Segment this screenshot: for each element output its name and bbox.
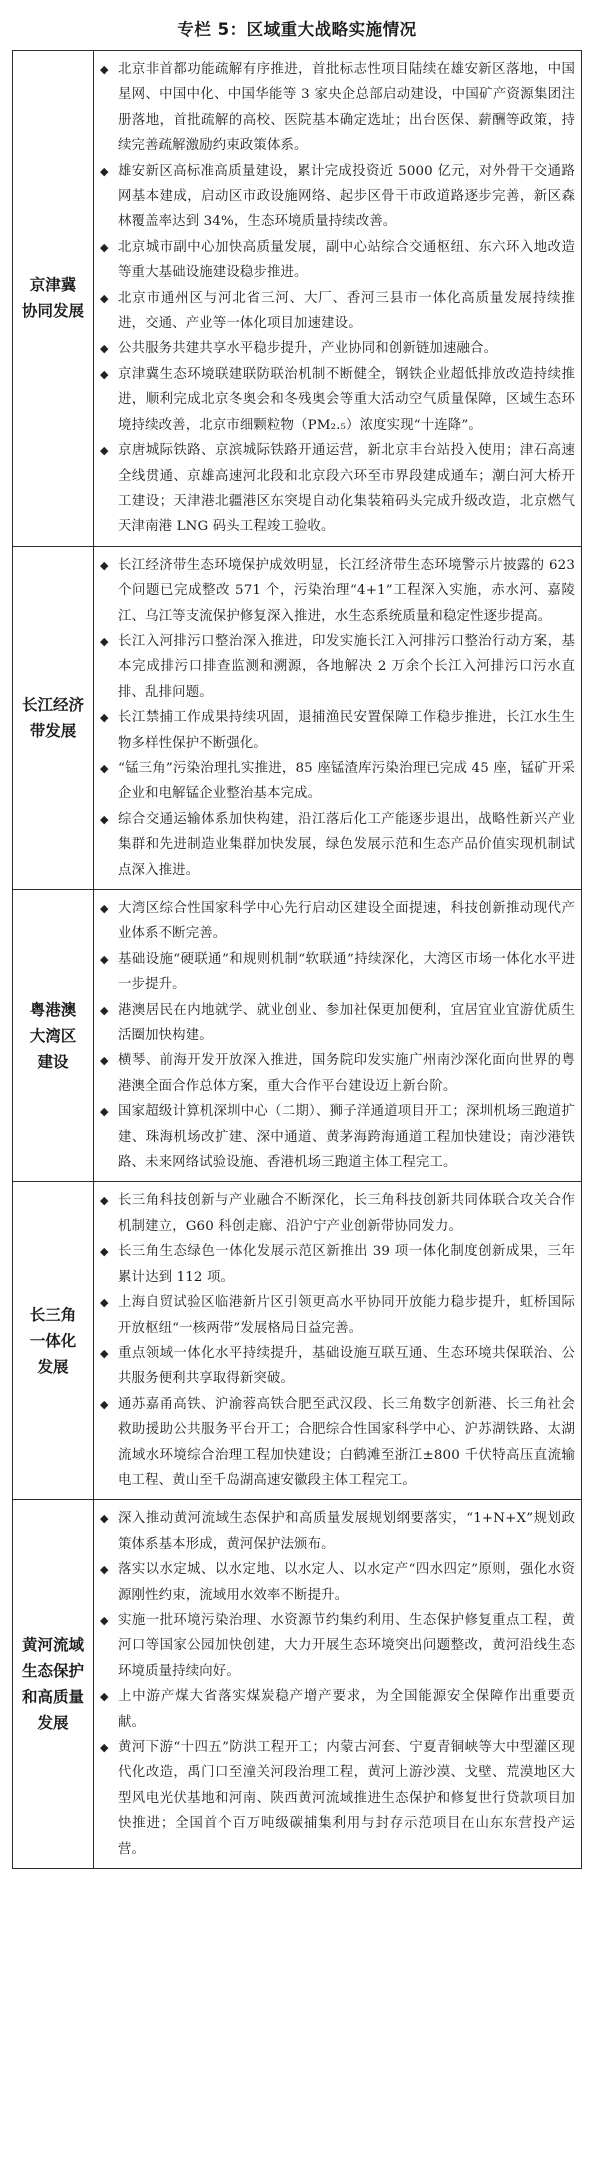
list-item-text: 大湾区综合性国家科学中心先行启动区建设全面提速，科技创新推动现代产业体系不断完善。 <box>118 901 575 942</box>
list-item-text: 实施一批环境污染治理、水资源节约集约利用、生态保护修复重点工程，黄河口等国家公园加快创建，大力开展生态环境突出问题整改，黄河沿线生态环境质量持续向好。 <box>118 1612 575 1679</box>
list-item <box>100 438 575 540</box>
list-item-text: 国家超级计算机深圳中心（二期）、狮子洋通道项目开工；深圳机场三跑道扩建、珠海机场改扩建、深中通道、黄茅海跨海通道工程加快建设；南沙港铁路、未来网络试验设施、香港机场三跑道主体工程完工。 <box>118 1104 575 1171</box>
list-item-text: 北京市通州区与河北省三河、大厂、香河三县市一体化高质量发展持续推进，交通、产业等一体化项目加速建设。 <box>118 290 575 332</box>
list-item-text: 长三角生态绿色一体化发展示范区新推出 39 项一体化制度创新成果，三年累计达到 112 项。 <box>118 1244 575 1285</box>
list-item <box>100 286 575 337</box>
list-item-text: 长三角科技创新与产业融合不断深化，长三角科技创新共同体联合攻关合作机制建立，G60 科创走廊、沿沪宁产业创新带协同发力。 <box>118 1193 575 1234</box>
list-item-text: 重点领域一体化水平持续提升，基础设施互联互通、生态环境共保联治、公共服务便利共享取得新突破。 <box>118 1345 575 1387</box>
list-item <box>100 1341 575 1392</box>
list-item <box>100 705 575 756</box>
list-item <box>100 1557 575 1608</box>
region-name-line: 发展 <box>37 1714 69 1733</box>
region-name-line: 建设 <box>37 1052 69 1071</box>
region-name <box>13 890 94 1182</box>
region-name-line: 生态保护 <box>21 1662 84 1681</box>
bullet-icon: ◆ <box>100 444 109 458</box>
list-item-text: 黄河下游“十四五”防洪工程开工；内蒙古河套、宁夏青铜峡等大中型灌区现代化改造，禹门口至潼关河段治理工程，黄河上游沙漠、戈壁、荒漠地区大型风电光伏基地和河南、陕西黄河流域推进生态保护和修复世行贷款项目加快推进；全国首个百万吨级碳捕集利用与封存示范项目在山东东营投产运营。 <box>118 1740 575 1857</box>
bullet-icon: ◆ <box>100 558 109 572</box>
list-item-text: 落实以水定城、以水定地、以水定人、以水定产“四水四定”原则，强化水资源刚性约束，流域用水效率不断提升。 <box>118 1562 575 1603</box>
region-name <box>13 1500 94 1869</box>
region-name-line: 京津冀 <box>29 276 77 295</box>
list-item <box>100 1239 575 1290</box>
list-item <box>100 57 575 159</box>
list-item <box>100 1506 575 1557</box>
list-item-text: 长江入河排污口整治深入推进，印发实施长江入河排污口整治行动方案，基本完成排污口排查监测和溯源，各地解决 2 万余个长江入河排污口污水直排、乱排问题。 <box>118 633 575 700</box>
bullet-icon: ◆ <box>100 1296 109 1310</box>
bullet-icon: ◆ <box>100 63 109 76</box>
bullet-icon: ◆ <box>100 367 109 381</box>
list-item <box>100 159 575 235</box>
bullet-icon: ◆ <box>100 1003 109 1017</box>
bullet-icon: ◆ <box>100 291 109 305</box>
region-row-jingjinji <box>13 51 582 547</box>
list-item <box>100 1290 575 1341</box>
bullet-icon: ◆ <box>100 952 109 966</box>
list-item-text: 上中游产煤大省落实煤炭稳产增产要求，为全国能源安全保障作出重要贡献。 <box>118 1689 575 1730</box>
bullet-icon: ◆ <box>100 902 109 915</box>
list-item-text: 长江禁捕工作成果持续巩固，退捕渔民安置保障工作稳步推进，长江水生生物多样性保护不断强化。 <box>118 710 575 751</box>
bullet-icon: ◆ <box>100 1512 109 1526</box>
region-name-line: 黄河流域 <box>21 1636 84 1655</box>
list-item <box>100 998 575 1049</box>
region-name <box>13 546 94 889</box>
list-item-text: 深入推动黄河流域生态保护和高质量发展规划纲要落实，“1+N+X”规划政策体系基本形成，黄河保护法颁布。 <box>118 1511 575 1552</box>
region-name <box>13 1182 94 1500</box>
list-item <box>100 807 575 883</box>
list-item <box>100 362 575 438</box>
bullet-icon: ◆ <box>100 1346 109 1360</box>
list-item <box>100 896 575 947</box>
region-name <box>13 51 94 547</box>
list-item <box>100 1392 575 1494</box>
bullet-icon: ◆ <box>100 342 109 356</box>
region-row-yellow-river <box>13 1500 582 1869</box>
list-item <box>100 1099 575 1175</box>
achievement-list <box>94 546 582 889</box>
list-item-text: 横琴、前海开发开放深入推进，国务院印发实施广州南沙深化面向世界的粤港澳全面合作总体方案，重大合作平台建设迈上新台阶。 <box>118 1053 575 1094</box>
column-title: 专栏 5：区域重大战略实施情况 <box>177 20 417 39</box>
list-item <box>100 235 575 286</box>
list-item <box>100 1735 575 1862</box>
list-item-text: 北京非首都功能疏解有序推进，首批标志性项目陆续在雄安新区落地，中国星网、中国中化、中国华能等 3 家央企总部启动建设，中国矿产资源集团注册落地，首批疏解的高校、医院基本确定选址；出台医保、薪酬等政策，持续完善疏解激励约束政策体系。 <box>118 62 575 154</box>
bullet-icon: ◆ <box>100 1563 109 1577</box>
region-name-line: 和高质量 <box>21 1688 84 1707</box>
list-item-text: 综合交通运输体系加快构建，沿江落后化工产能逐步退出，战略性新兴产业集群和先进制造业集群加快发展，绿色发展示范和生态产品价值实现机制试点深入推进。 <box>118 811 575 878</box>
region-row-yangtze <box>13 546 582 889</box>
list-item-text: 雄安新区高标准高质量建设，累计完成投资近 5000 亿元，对外骨干交通路网基本建成，启动区市政设施网络、起步区骨干市政道路逐步完善，新区森林覆盖率达到 34%，生态环境质量持续改善。 <box>118 163 575 230</box>
bullet-icon: ◆ <box>100 1054 109 1068</box>
bullet-icon: ◆ <box>100 634 109 648</box>
bullet-icon: ◆ <box>100 1397 109 1411</box>
list-item-text: 通苏嘉甬高铁、沪渝蓉高铁合肥至武汉段、长三角数字创新港、长三角社会救助援助公共服务平台开工；合肥综合性国家科学中心、沪苏湖铁路、太湖流域水环境综合治理工程加快建设；白鹤滩至浙江±800 千伏特高压直流输电工程、黄山至千岛湖高速安徽段主体工程完工。 <box>118 1396 575 1488</box>
strategy-table <box>12 50 582 1869</box>
bullet-icon: ◆ <box>100 812 109 826</box>
region-name-line: 一体化 <box>29 1331 77 1350</box>
region-row-greater-bay <box>13 890 582 1182</box>
list-item <box>100 1048 575 1099</box>
list-item-text: 港澳居民在内地就学、就业创业、参加社保更加便利，宜居宜业宜游优质生活圈加快构建。 <box>118 1002 575 1044</box>
list-item-text: 公共服务共建共享水平稳步提升，产业协同和创新链加速融合。 <box>118 341 498 357</box>
achievement-list <box>94 1500 582 1869</box>
list-item-text: 京津冀生态环境联建联防联治机制不断健全，钢铁企业超低排放改造持续推进，顺利完成北京冬奥会和冬残奥会等重大活动空气质量保障，区域生态环境持续改善，北京市细颗粒物（PM₂.₅）浓度实现“十连降”。 <box>118 366 575 433</box>
list-item <box>100 336 575 361</box>
bullet-icon: ◆ <box>100 240 109 254</box>
list-item-text: “锰三角”污染治理扎实推进，85 座锰渣库污染治理已完成 45 座，锰矿开采企业和电解锰企业整治基本完成。 <box>118 760 575 802</box>
region-name-line: 长三角 <box>29 1305 77 1324</box>
bullet-icon: ◆ <box>100 164 109 178</box>
list-item <box>100 1188 575 1239</box>
list-item-text: 北京城市副中心加快高质量发展，副中心站综合交通枢纽、东六环入地改造等重大基础设施建设稳步推进。 <box>118 239 575 281</box>
region-name-line: 长江经济 <box>21 695 84 714</box>
list-item-text: 基础设施“硬联通”和规则机制“软联通”持续深化，大湾区市场一体化水平进一步提升。 <box>118 951 575 993</box>
region-name-line: 大湾区 <box>29 1026 77 1045</box>
region-row-yangtze-delta <box>13 1182 582 1500</box>
bullet-icon: ◆ <box>100 1613 109 1627</box>
region-name-line: 粤港澳 <box>29 1000 77 1019</box>
bullet-icon: ◆ <box>100 1245 109 1259</box>
region-name-line: 发展 <box>37 1357 69 1376</box>
bullet-icon: ◆ <box>100 1690 109 1704</box>
region-name-line: 协同发展 <box>21 302 84 321</box>
list-item <box>100 1608 575 1684</box>
bullet-icon: ◆ <box>100 1194 109 1208</box>
region-name-line: 带发展 <box>29 721 77 740</box>
list-item-text: 长江经济带生态环境保护成效明显，长江经济带生态环境警示片披露的 623 个问题已完成整改 571 个，污染治理“4+1”工程深入实施，赤水河、嘉陵江、乌江等支流保护修复深入推进，水生态系统质量和稳定性逐步提高。 <box>118 557 575 624</box>
achievement-list <box>94 1182 582 1500</box>
bullet-icon: ◆ <box>100 1105 109 1119</box>
bullet-icon: ◆ <box>100 1741 109 1754</box>
list-item <box>100 629 575 705</box>
achievement-list <box>94 51 582 547</box>
list-item <box>100 553 575 629</box>
list-item <box>100 756 575 807</box>
list-item <box>100 947 575 998</box>
bullet-icon: ◆ <box>100 711 109 725</box>
list-item-text: 上海自贸试验区临港新片区引领更高水平协同开放能力稳步提升，虹桥国际开放枢纽“一核两带”发展格局日益完善。 <box>118 1295 575 1336</box>
list-item-text: 京唐城际铁路、京滨城际铁路开通运营，新北京丰台站投入使用；津石高速全线贯通、京雄高速河北段和北京段六环至市界段建成通车；潮白河大桥开工建设；天津港北疆港区东突堤自动化集装箱码头完成升级改造，北京燃气天津南港 LNG 码头工程竣工验收。 <box>118 443 575 535</box>
bullet-icon: ◆ <box>100 761 109 775</box>
achievement-list <box>94 890 582 1182</box>
list-item <box>100 1684 575 1735</box>
